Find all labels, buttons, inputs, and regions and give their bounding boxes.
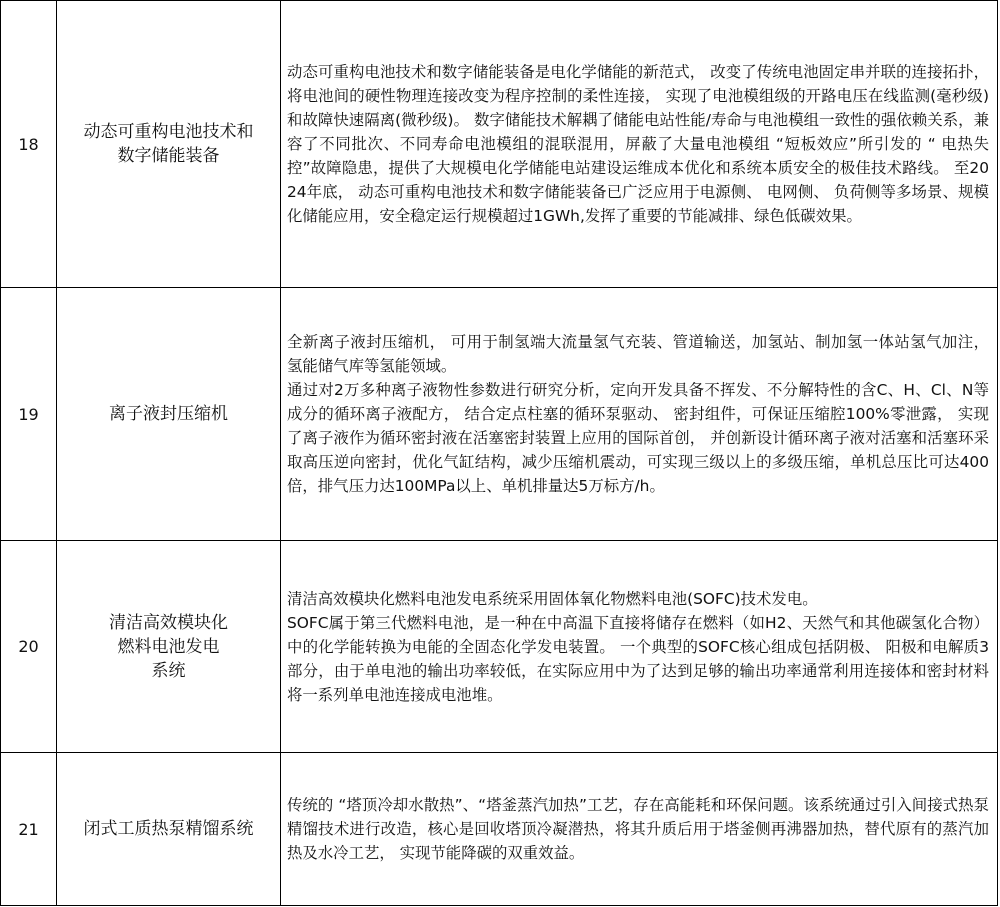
technology-name-line: 数字储能装备 — [117, 146, 220, 166]
table-row — [1, 288, 998, 541]
technology-name — [57, 541, 281, 753]
technology-name — [57, 288, 281, 541]
technology-description: 全新离子液封压缩机， 可用于制氢端大流量氢气充装、管道输送，加氢站、制加氢一体站氢气加注， 氢能储气库等氢能领域。 通过对2万多种离子液物性参数进行研究分析，定向开发具备不挥发、不分解特性的含C、H、Cl、N等成分的循环离子液配方， 结合定点柱塞的循环泵驱动、 密封组件，可保证压缩腔100%零泄露， 实现了离子液作为循环密封液在活塞密封装置上应用的国际首创， 并创新设计循环离子液对活塞和活塞环采取高压逆向密封，优化气缸结构，减少压缩机震动，可实现三级以上的多级压缩，单机总压比可达400倍，排气压力达100MPa以上、单机排量达5万标方/h。 — [281, 288, 998, 541]
technology-name — [57, 1, 281, 288]
row-number: 21 — [1, 753, 57, 906]
technology-name-line: 燃料电池发电 — [117, 636, 220, 657]
technology-name-line: 动态可重构电池技术和 — [83, 122, 254, 142]
technology-name-line: 清洁高效模块化 — [109, 612, 228, 633]
technology-name-line: 闭式工质热泵精馏系统 — [83, 819, 254, 839]
table-row — [1, 541, 998, 753]
table-row — [1, 1, 998, 288]
technology-description: 清洁高效模块化燃料电池发电系统采用固体氧化物燃料电池(SOFC)技术发电。 SOFC属于第三代燃料电池，是一种在中高温下直接将储存在燃料（如H2、天然气和其他碳氢化合物） 中的化学能转换为电能的全固态化学发电装置。 一个典型的SOFC核心组成包括阴极、 阳极和电解质3部分，由于单电池的输出功率较低，在实际应用中为了达到足够的输出功率通常利用连接体和密封材料将一系列单电池连接成电池堆。 — [281, 541, 998, 753]
technology-name-line: 离子液封压缩机 — [109, 404, 228, 424]
row-number: 18 — [1, 1, 57, 288]
row-number: 20 — [1, 541, 57, 753]
table-row — [1, 753, 998, 906]
technology-name-line: 系统 — [151, 660, 186, 681]
technology-name — [57, 753, 281, 906]
technology-description: 传统的 “塔顶冷却水散热”、“塔釜蒸汽加热”工艺，存在高能耗和环保问题。该系统通过引入间接式热泵精馏技术进行改造，核心是回收塔顶冷凝潜热，将其升质后用于塔釜侧再沸器加热，替代原有的蒸汽加热及水冷工艺， 实现节能降碳的双重效益。 — [281, 753, 998, 906]
technology-description: 动态可重构电池技术和数字储能装备是电化学储能的新范式， 改变了传统电池固定串并联的连接拓扑，将电池间的硬性物理连接改变为程序控制的柔性连接， 实现了电池模组级的开路电压在线监测(毫秒级)和故障快速隔离(微秒级)。 数字储能技术解耦了储能电站性能/寿命与电池模组一致性的强依赖关系，兼容了不同批次、不同寿命电池模组的混联混用，屏蔽了大量电池模组 “短板效应”所引发的 “ 电热失控”故障隐患，提供了大规模电化学储能电站建设运维成本优化和系统本质安全的极佳技术路线。 至2024年底， 动态可重构电池技术和数字储能装备已广泛应用于电源侧、 电网侧、 负荷侧等多场景、规模化储能应用，安全稳定运行规模超过1GWh,发挥了重要的节能减排、绿色低碳效果。 — [281, 1, 998, 288]
row-number: 19 — [1, 288, 57, 541]
